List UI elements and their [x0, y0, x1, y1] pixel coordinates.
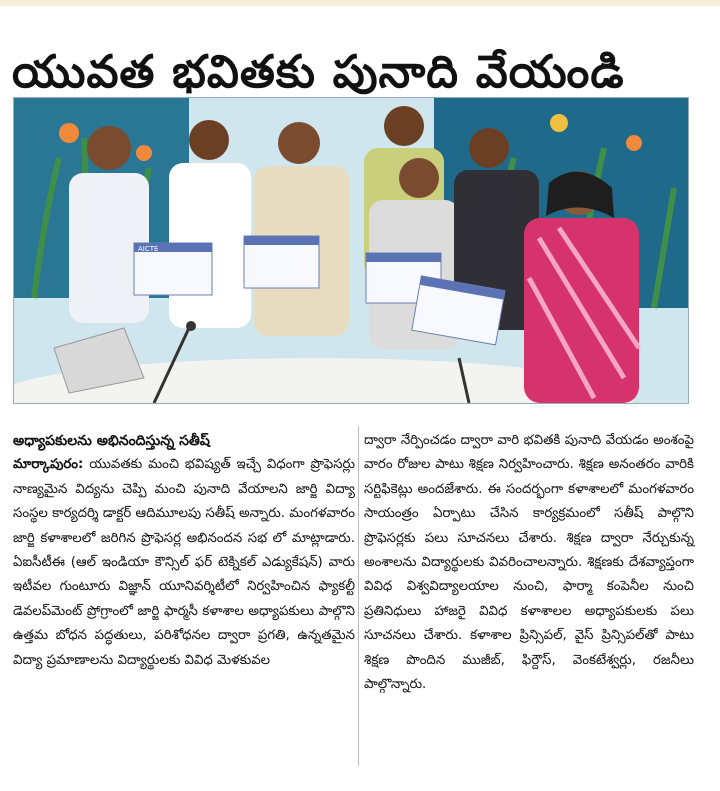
photo-illustration [14, 98, 688, 403]
article-column-right [364, 429, 694, 697]
news-photo [13, 97, 689, 404]
article-dateline: మార్కాపురం: [13, 457, 84, 473]
certificate-1 [134, 243, 212, 295]
headline: యువత భవితకు పునాది వేయండి [12, 45, 625, 99]
article-body-right: ద్వారా నేర్పించడం ద్వారా వారి భవితకి పునాది వేయడం అంశంపై వారం రోజుల పాటు శిక్షణ నిర్వహించారు. శిక్షణ అనంతరం వారికి సర్టిఫికెట్లు అందజేశారు. ఈ సందర్భంగా కళాశాలలో మంగళవారం సాయంత్రం ఏర్పాటు చేసిన కార్యక్రమంలో సతీష్ పాల్గొని ప్రొఫెసర్లకు పలు సూచనలు చేశారు. శిక్షణ ద్వారా నేర్చుకున్న అంశాలను విద్యార్థులకు వివరించాలన్నారు. శిక్షణకు దేశవ్యాప్తంగా వివిధ విశ్వవిద్యాలయాల నుంచి, ఫార్మా కంపెనీల నుంచి ప్రతినిధులు హాజరై వివిధ కళాశాలల అధ్యాపకులకు పలు సూచనలు చేశారు. కళాశాల ప్రిన్సిపల్, వైస్ ప్రిన్సిపల్‌తో పాటు శిక్షణ పొందిన ముజీబ్, ఫిర్దౌస్, వెంకటేశ్వర్లు, రజనీలు పాల్గొన్నారు. [364, 433, 694, 693]
article-column-left [13, 429, 355, 673]
top-band [0, 0, 720, 6]
certificate-2 [244, 236, 319, 288]
certificate-label: AICTE [138, 245, 159, 253]
article-body-left: యువతకు మంచి భవిష్యత్ ఇచ్చే విధంగా ప్రొఫెసర్లు నాణ్యమైన విద్యను చెప్పి మంచి పునాది వేయాలని జార్జి విద్యా సంస్థల కార్యదర్శి డాక్టర్ ఆదిమూలపు సతీష్ అన్నారు. మంగళవారం జార్జి కళాశాలలో జరిగిన ప్రొఫెసర్ల అభినందన సభ లో మాట్లాడారు. ఏఐసీటీఈ (ఆల్ ఇండియా కౌన్సిల్ ఫర్ టెక్నికల్ ఎడ్యుకేషన్) వారు ఇటీవల గుంటూరు విజ్ఞాన్ యూనివర్శిటీలో నిర్వహించిన ఫ్యాకల్టీ డెవలప్‌మెంట్ ప్రోగ్రాంలో జార్జి ఫార్మసీ కళాశాల అధ్యాపకులు పాల్గొని ఉత్తమ బోధన పద్ధతులు, పరిశోధనల ద్వారా ప్రగతి, ఉన్నతమైన విద్యా ప్రమాణాలను విద్యార్థులకు వివిధ మెళకువల [13, 457, 355, 668]
article-subheading: అధ్యాపకులను అభినందిస్తున్న సతీష్ [13, 433, 210, 449]
column-divider [358, 426, 359, 766]
